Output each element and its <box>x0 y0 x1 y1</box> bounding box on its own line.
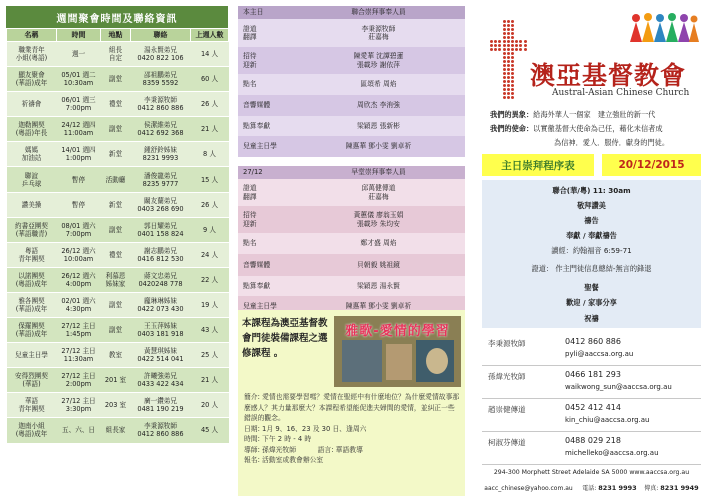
cross-dot <box>511 40 514 43</box>
cross-dot <box>503 52 506 55</box>
contact-email[interactable]: michelleko@aaccsa.org.au <box>565 449 659 457</box>
duty-people: 梁穎恩 湯永賢 <box>292 276 465 296</box>
cross-dot <box>507 96 510 99</box>
duty-roster-next-week <box>238 166 465 316</box>
table-row <box>7 368 229 393</box>
table-row <box>7 42 229 67</box>
mission-line-2: 為信神．愛人．服侍．獻身的門徒。 <box>554 138 670 147</box>
course-banner-image <box>334 316 461 387</box>
service-item: 聖餐 <box>584 283 599 292</box>
meeting-place: 副堂 <box>101 318 131 343</box>
cross-dot <box>507 24 510 27</box>
cross-dot <box>498 40 501 43</box>
duty-head-role: 本主日 <box>238 6 292 19</box>
course-teacher: 導師: 孫煒光牧師 語言: 華語教導 <box>244 445 363 454</box>
contact-phone: 0412 860 886 <box>565 337 621 346</box>
cross-dot <box>507 56 510 59</box>
cross-dot <box>511 84 514 87</box>
cross-dot <box>507 48 510 51</box>
duty-role: 點名 <box>238 233 292 254</box>
cross-dot <box>498 44 501 47</box>
duty-head-title: 早堂崇拜事奉人員 <box>292 166 465 179</box>
duty-people: 陳惠華 鄧小雯 劉卓祈 <box>292 296 465 316</box>
meeting-contact: 李秉源牧師 0412 860 886 <box>131 92 191 117</box>
cross-dot <box>511 36 514 39</box>
meeting-contact: 侯潔維弟兄 0412 692 368 <box>131 117 191 142</box>
course-photo <box>386 344 412 380</box>
duty-people: 梁穎恩 張新彬 <box>292 116 465 136</box>
cross-dot <box>515 44 518 47</box>
meeting-count: 8 人 <box>191 142 229 167</box>
cross-dot <box>503 72 506 75</box>
cross-dot <box>490 40 493 43</box>
meeting-contact: 黃慧琪姊妹 0422 514 041 <box>131 343 191 368</box>
cross-dot <box>503 44 506 47</box>
meeting-time: 五、六、日 <box>57 418 101 443</box>
contact-entry <box>482 366 701 399</box>
duty-rosters <box>238 6 465 316</box>
cross-dot <box>507 80 510 83</box>
cross-dot <box>503 36 506 39</box>
contact-email[interactable]: pyli@aaccsa.org.au <box>565 350 634 358</box>
course-headline: 本課程為澳亞基督教會門徒裝備課程之選修課程 。 <box>242 318 328 359</box>
cross-dot <box>503 84 506 87</box>
meeting-count: 25 人 <box>191 343 229 368</box>
duty-role: 招待 迎新 <box>238 206 292 233</box>
service-item: 聯合(華/粵) 11: 30am <box>552 186 631 195</box>
church-name-english: Austral-Asian Chinese Church <box>552 88 690 98</box>
cross-dot <box>503 68 506 71</box>
cross-dot <box>490 48 493 51</box>
meeting-time: 08/01 週六 7:00pm <box>57 217 101 242</box>
duty-role: 兒童主日學 <box>238 136 292 157</box>
cross-dot <box>507 36 510 39</box>
table-row <box>7 267 229 292</box>
meeting-count: 21 人 <box>191 368 229 393</box>
contact-phone: 0466 181 293 <box>565 370 621 379</box>
cross-dot <box>511 64 514 67</box>
meeting-name: 顯友聚會 (華語)成年 <box>7 67 57 92</box>
service-order-bar <box>482 154 701 176</box>
bulletin-cover <box>474 0 705 501</box>
course-image-title: 雅歌-愛情的學習 <box>345 324 450 339</box>
meeting-count: 22 人 <box>191 267 229 292</box>
meeting-count: 19 人 <box>191 292 229 317</box>
duty-role: 兒童主日學 <box>238 296 292 316</box>
meeting-count: 14 人 <box>191 42 229 67</box>
duty-row <box>238 95 465 116</box>
cross-dot <box>511 76 514 79</box>
duty-people: 貝朝毅 姚祖鏡 <box>292 254 465 276</box>
service-item: 敬拜讚美 <box>577 201 606 210</box>
vision-label: 我們的異象： <box>490 110 534 119</box>
meeting-count: 45 人 <box>191 418 229 443</box>
cross-dot <box>503 48 506 51</box>
table-row <box>7 92 229 117</box>
cross-dot <box>507 40 510 43</box>
church-fax: 8231 9949 <box>660 484 699 492</box>
church-name-chinese: 澳亞基督教會 <box>530 61 687 90</box>
cross-dot <box>511 96 514 99</box>
cross-dot <box>503 80 506 83</box>
duty-row <box>238 276 465 296</box>
meeting-count: 21 人 <box>191 117 229 142</box>
duty-role: 音響媒體 <box>238 95 292 116</box>
meeting-place: 201 室 <box>101 368 131 393</box>
duty-row <box>238 254 465 276</box>
course-intro <box>244 392 460 424</box>
vision-text: 給海外華人一個家 建立強壯的新一代 <box>533 110 656 119</box>
cross-dot <box>503 28 506 31</box>
duty-people: 鄭才盛 周焰 <box>292 233 465 254</box>
cross-dot <box>503 92 506 95</box>
people-group-icon <box>628 12 700 42</box>
course-dates: 日期: 1月 9、16、23 及 30 日、逢周六 <box>244 424 367 433</box>
meeting-count: 26 人 <box>191 92 229 117</box>
meeting-name: 華語 青年團契 <box>7 393 57 418</box>
table-row <box>7 418 229 443</box>
cross-dot <box>519 48 522 51</box>
meeting-place: 利慕恩 姊妹家 <box>101 267 131 292</box>
cross-dot <box>507 32 510 35</box>
cross-dot <box>507 68 510 71</box>
meeting-contact: 鍾舒鈴姊妹 8231 9993 <box>131 142 191 167</box>
meeting-place: 禮堂 <box>101 242 131 267</box>
table-row <box>7 117 229 142</box>
fax-label: 傳真: <box>644 485 659 492</box>
cross-dot <box>503 20 506 23</box>
cross-dot <box>524 44 527 47</box>
meeting-contact: 關友蘭弟兄 0403 268 690 <box>131 192 191 217</box>
meeting-schedule-title: 週間聚會時間及聯絡資訊 <box>6 6 228 28</box>
cross-dot <box>490 44 493 47</box>
cross-dot <box>507 20 510 23</box>
meeting-count: 20 人 <box>191 393 229 418</box>
table-row <box>7 393 229 418</box>
cross-dot <box>511 60 514 63</box>
contact-phone: 0452 412 414 <box>565 403 621 412</box>
meeting-name: 迦南小組 (粵語)成年 <box>7 418 57 443</box>
duty-people: 區頌希 周焰 <box>292 74 465 95</box>
cross-dot <box>524 48 527 51</box>
meeting-contact: 潘俊龍弟兄 8235 9777 <box>131 167 191 192</box>
cross-dot <box>519 44 522 47</box>
service-item: 奉獻 / 奉獻禱告 <box>566 231 617 240</box>
meeting-name: 迦勒團契 (粵語)年長 <box>7 117 57 142</box>
church-logo <box>488 12 703 102</box>
duty-role: 點算奉獻 <box>238 276 292 296</box>
cross-dot <box>507 84 510 87</box>
meeting-time: 週一 <box>57 42 101 67</box>
cross-dot <box>498 48 501 51</box>
duty-roster-header <box>238 166 465 179</box>
contact-phone: 0488 029 218 <box>565 436 621 445</box>
meeting-time: 06/01 週三 7:00pm <box>57 92 101 117</box>
header-count: 上週人數 <box>191 29 229 42</box>
meeting-place: 教室 <box>101 343 131 368</box>
contact-entry <box>482 432 701 465</box>
duty-people: 李秉源牧師 莊嘉梅 <box>292 19 465 47</box>
meeting-table <box>6 28 229 444</box>
meeting-place: 副堂 <box>101 292 131 317</box>
duty-row <box>238 74 465 95</box>
cross-dot <box>511 20 514 23</box>
meeting-place: 新堂 <box>101 192 131 217</box>
table-row <box>7 192 229 217</box>
meeting-count: 43 人 <box>191 318 229 343</box>
contact-entry <box>482 399 701 432</box>
service-order-label: 主日崇拜程序表 <box>482 154 594 176</box>
table-row <box>7 142 229 167</box>
header-name: 名稱 <box>7 29 57 42</box>
cross-dot <box>503 32 506 35</box>
meeting-place: 副堂 <box>101 217 131 242</box>
duty-row <box>238 206 465 233</box>
phone-label: 電話: <box>582 485 597 492</box>
cross-dot <box>507 88 510 91</box>
cross-dot <box>511 92 514 95</box>
meeting-time: 14/01 週四 1:00pm <box>57 142 101 167</box>
table-row <box>7 343 229 368</box>
course-details <box>244 392 460 466</box>
meeting-contact: 李秉源牧師 0412 860 886 <box>131 418 191 443</box>
cross-dot <box>494 48 497 51</box>
meeting-time: 暫停 <box>57 167 101 192</box>
header-contact: 聯絡 <box>131 29 191 42</box>
meeting-name: 約書亞團契 (華語職青) <box>7 217 57 242</box>
course-photo <box>426 348 448 374</box>
meeting-contact: 郭日耀弟兄 0401 158 824 <box>131 217 191 242</box>
cross-dot <box>511 88 514 91</box>
service-item: 祝禱 <box>584 314 599 323</box>
duty-row <box>238 19 465 47</box>
service-program <box>482 180 701 328</box>
duty-people: 陳惠華 鄧小雯 劉卓祈 <box>292 136 465 157</box>
cross-dot <box>503 64 506 67</box>
header-time: 時間 <box>57 29 101 42</box>
meeting-time: 27/12 主日 1:45pm <box>57 318 101 343</box>
table-row <box>7 292 229 317</box>
meeting-time: 02/01 週六 4:30pm <box>57 292 101 317</box>
table-row <box>7 67 229 92</box>
meeting-place: 副堂 <box>101 67 131 92</box>
meeting-time: 27/12 主日 11:30am <box>57 343 101 368</box>
cross-dot <box>503 56 506 59</box>
mission-label: 我們的使命： <box>490 124 534 133</box>
contact-entry <box>482 333 701 366</box>
meeting-time: 26/12 週六 4:00pm <box>57 267 101 292</box>
meeting-count: 26 人 <box>191 192 229 217</box>
course-intro-label: 簡介: <box>244 393 260 401</box>
meeting-time: 26/12 週六 10:00am <box>57 242 101 267</box>
meeting-place: 組長家 <box>101 418 131 443</box>
church-contact-footer <box>482 483 701 492</box>
meeting-name: 媽媽 加油站 <box>7 142 57 167</box>
contact-name: 孫煒光牧師 <box>488 372 526 381</box>
contact-email[interactable]: kin_chiu@aaccsa.org.au <box>565 416 650 424</box>
service-item: 禱告 <box>584 216 599 225</box>
meeting-name: 安得烈團契 (華語) <box>7 368 57 393</box>
duty-roster-this-week <box>238 6 465 157</box>
duty-row <box>238 136 465 157</box>
cross-dot <box>494 44 497 47</box>
duty-row <box>238 116 465 136</box>
cross-dot <box>511 44 514 47</box>
meeting-name: 兒童主日學 <box>7 343 57 368</box>
meeting-place: 組長 自定 <box>101 42 131 67</box>
meeting-time: 05/01 週二 10:30am <box>57 67 101 92</box>
cross-dot <box>507 76 510 79</box>
cross-dot <box>507 60 510 63</box>
meeting-name: 以諾團契 (粵語)成年 <box>7 267 57 292</box>
meeting-time: 暫停 <box>57 192 101 217</box>
course-notice <box>238 310 465 496</box>
duty-head-role: 27/12 <box>238 166 292 179</box>
church-phone: 8231 9993 <box>598 484 637 492</box>
course-signup: 報名: 活動室或教會辦公室 <box>244 456 324 464</box>
meeting-count: 9 人 <box>191 217 229 242</box>
cross-dot <box>503 24 506 27</box>
duty-role: 招待 迎新 <box>238 47 292 74</box>
cross-dot <box>511 28 514 31</box>
contact-name: 柯淑芬傳道 <box>488 438 526 447</box>
duty-people: 周欣杰 李洧強 <box>292 95 465 116</box>
church-email: aacc_chinese@yahoo.com.au <box>484 485 573 492</box>
meeting-count: 24 人 <box>191 242 229 267</box>
meeting-contact: 邵祖鵬弟兄 8359 5592 <box>131 67 191 92</box>
cross-dot <box>507 28 510 31</box>
duty-role: 證道 翻譯 <box>238 19 292 47</box>
cross-dot <box>511 72 514 75</box>
mission-line <box>490 122 704 136</box>
meeting-place: 203 室 <box>101 393 131 418</box>
meeting-contact: 蔣文忠弟兄 0420248 778 <box>131 267 191 292</box>
duty-head-title: 聯合崇拜事奉人員 <box>292 6 465 19</box>
duty-role: 音響媒體 <box>238 254 292 276</box>
cross-dot <box>511 24 514 27</box>
duty-row <box>238 233 465 254</box>
duty-people: 黃蕙儀 廖翁玉娟 張載珍 朱均安 <box>292 206 465 233</box>
cross-dot <box>503 96 506 99</box>
cross-dot <box>511 32 514 35</box>
table-row <box>7 318 229 343</box>
service-item: 讀經：約翰福音 6:59-71 <box>551 246 632 255</box>
dotted-cross-icon <box>490 20 528 100</box>
cross-dot <box>515 48 518 51</box>
cross-dot <box>503 60 506 63</box>
mission-text: 以實徹基督大使命為己任，藉化未信者成 <box>533 124 663 133</box>
duty-role: 點名 <box>238 74 292 95</box>
church-address: 294-300 Morphett Street Adelaide SA 5000 www.aaccsa.org.au <box>493 469 690 476</box>
cross-dot <box>503 40 506 43</box>
service-item: 證道： 作主門徒信息總結-無言的鋒退 <box>531 264 652 273</box>
meeting-place: 新堂 <box>101 142 131 167</box>
cross-dot <box>511 68 514 71</box>
meeting-time: 24/12 週四 11:00am <box>57 117 101 142</box>
cross-dot <box>507 44 510 47</box>
meeting-name: 雅各團契 (華語)成年 <box>7 292 57 317</box>
meeting-time: 27/12 主日 2:00pm <box>57 368 101 393</box>
contact-email[interactable]: waikwong_sun@aaccsa.org.au <box>565 383 672 391</box>
cross-dot <box>519 40 522 43</box>
cross-dot <box>503 88 506 91</box>
cross-dot <box>494 40 497 43</box>
table-row <box>7 167 229 192</box>
cross-dot <box>511 52 514 55</box>
meeting-table-header <box>7 29 229 42</box>
cross-dot <box>524 40 527 43</box>
service-order-date: 20/12/2015 <box>602 154 701 176</box>
vision-mission <box>490 108 704 150</box>
cross-dot <box>511 48 514 51</box>
duty-people: 陳愛華 沈譚碧蓮 張載珍 謝依萍 <box>292 47 465 74</box>
meeting-count: 60 人 <box>191 67 229 92</box>
header-place: 地點 <box>101 29 131 42</box>
duty-role: 點算奉獻 <box>238 116 292 136</box>
duty-people: 邱萬健傳道 莊嘉梅 <box>292 179 465 206</box>
meeting-contact: 謝志鵬弟兄 0416 812 530 <box>131 242 191 267</box>
service-item: 歡迎 / 家事分享 <box>566 298 617 307</box>
cross-dot <box>503 76 506 79</box>
course-photo <box>342 340 382 382</box>
meeting-schedule <box>6 6 228 496</box>
contact-name: 李秉源牧師 <box>488 339 526 348</box>
meeting-contact: 王玉萍姊妹 0403 181 918 <box>131 318 191 343</box>
vision-line <box>490 108 704 122</box>
meeting-place: 活動廳 <box>101 167 131 192</box>
meeting-contact: 湯永賢弟兄 0420 822 106 <box>131 42 191 67</box>
cross-dot <box>507 92 510 95</box>
meeting-contact: 龐琳琳姊妹 0422 073 430 <box>131 292 191 317</box>
contact-name: 趙崇健傳道 <box>488 405 526 414</box>
cross-dot <box>511 80 514 83</box>
meeting-name: 讚美操 <box>7 192 57 217</box>
duty-row <box>238 179 465 206</box>
meeting-name: 粵語 青年團契 <box>7 242 57 267</box>
table-row <box>7 242 229 267</box>
duty-roster-header <box>238 6 465 19</box>
meeting-name: 祈禱會 <box>7 92 57 117</box>
duty-role: 證道 翻譯 <box>238 179 292 206</box>
meeting-time: 27/12 主日 3:30pm <box>57 393 101 418</box>
meeting-name: 保羅團契 (華語)成年 <box>7 318 57 343</box>
meeting-count: 15 人 <box>191 167 229 192</box>
meeting-contact: 廣一鑽弟兄 0481 190 219 <box>131 393 191 418</box>
cross-dot <box>511 56 514 59</box>
duty-row <box>238 47 465 74</box>
meeting-name: 聯誼 乒乓球 <box>7 167 57 192</box>
cross-dot <box>507 64 510 67</box>
meeting-contact: 許曦強弟兄 0433 422 434 <box>131 368 191 393</box>
table-row <box>7 217 229 242</box>
cross-dot <box>507 72 510 75</box>
cross-dot <box>515 40 518 43</box>
cross-dot <box>507 52 510 55</box>
meeting-name: 職業青年 小組(粵語) <box>7 42 57 67</box>
course-time: 時間: 下午 2 時 - 4 時 <box>244 435 312 443</box>
meeting-place: 副堂 <box>101 117 131 142</box>
course-intro-text: 愛情也需要學習嗎？愛情在聖經中有什麼地位？為什麼愛情故事那麼感人？其力量那麼大？本課程希望能促進夫婦間的愛情，並糾正一些錯誤的觀念。 <box>244 393 460 422</box>
meeting-place: 禮堂 <box>101 92 131 117</box>
